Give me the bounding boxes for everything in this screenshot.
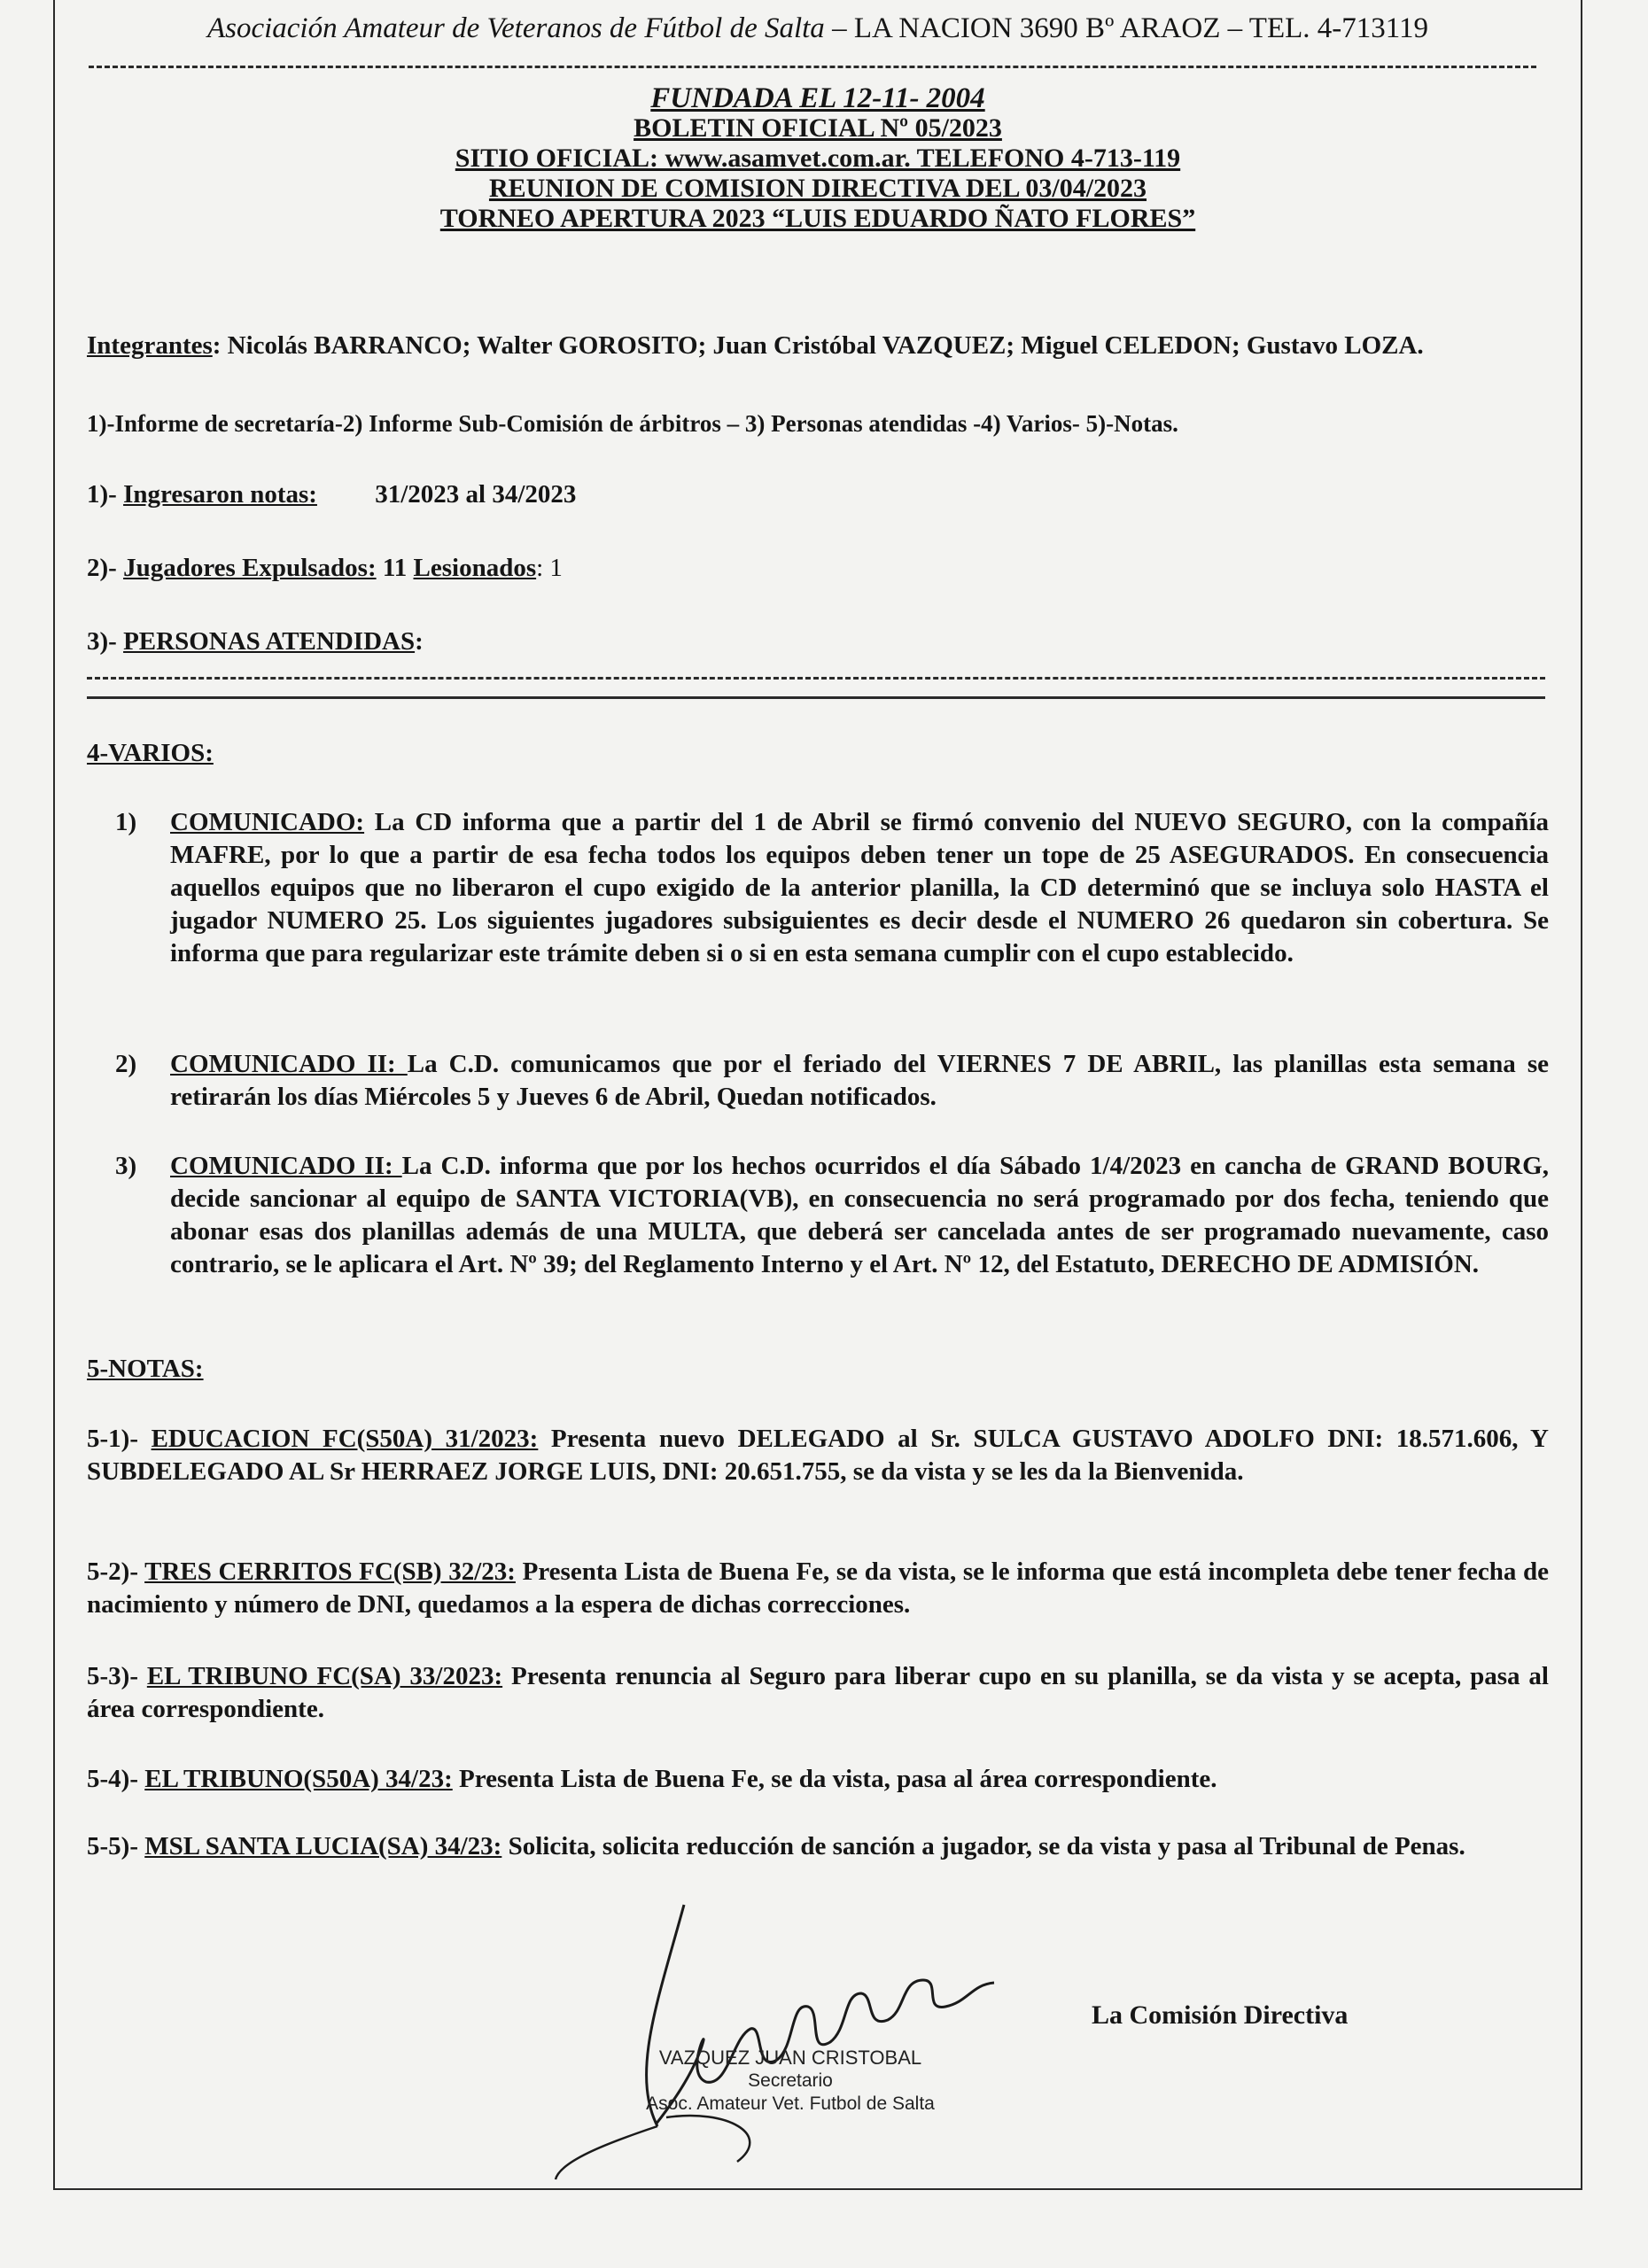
varios-item-3-label: COMUNICADO II: (170, 1152, 402, 1180)
title-block (55, 83, 1581, 234)
agenda-line: 1)-Informe de secretaría-2) Informe Sub-Comisión de árbitros – 3) Personas atendidas -4) Varios- 5)-Notas. (87, 410, 1178, 437)
nota-5-number: 5-5)- (87, 1832, 145, 1860)
varios-item-3-text: La C.D. informa que por los hechos ocurridos el día Sábado 1/4/2023 en cancha de GRAND BOURG, decide sancionar al equipo de SANTA VICTORIA(VB), en consecuencia no será programado por dos fecha, teniendo que abonar esas dos planillas además de una MULTA, que deberá ser cancelada antes de ser programado nuevamente, caso contrario, se le aplicara el Art. Nº 39; del Reglamento Interno y el Art. Nº 12, del Estatuto, DERECHO DE ADMISIÓN. (170, 1152, 1549, 1278)
varios-item-3-number: 3) (115, 1152, 137, 1180)
varios-item-2-number: 2) (115, 1050, 137, 1078)
section-2 (87, 552, 1549, 585)
nota-2 (87, 1556, 1549, 1621)
nota-3-number: 5-3)- (87, 1662, 147, 1690)
section-3 (87, 625, 1549, 658)
section-4-heading (87, 737, 1549, 770)
nota-3-text: Presenta renuncia al Seguro para liberar cupo en su planilla, se da vista y se acepta, pasa al área correspondiente. (87, 1662, 1549, 1723)
section-5-label: 5-NOTAS: (87, 1355, 204, 1383)
section-1-value: 31/2023 al 34/2023 (375, 480, 577, 509)
header-divider (89, 66, 1536, 68)
nota-4-text: Presenta Lista de Buena Fe, se da vista, pasa al área correspondiente. (452, 1765, 1217, 1793)
nota-1-text: Presenta nuevo DELEGADO al Sr. SULCA GUSTAVO ADOLFO DNI: 18.571.606, Y SUBDELEGADO AL Sr HERRAEZ JORGE LUIS, DNI: 20.651.755, se da vista y se les da la Bienvenida. (87, 1425, 1549, 1486)
section-4-label: 4-VARIOS: (87, 739, 214, 767)
varios-item-2-label: COMUNICADO II: (170, 1050, 408, 1078)
stamp-role: Secretario (748, 2070, 833, 2091)
nota-2-text: Presenta Lista de Buena Fe, se da vista, se le informa que está incompleta debe tener fecha de nacimiento y número de DNI, quedamos a la espera de dichas correcciones. (87, 1557, 1549, 1619)
varios-item-1-number: 1) (115, 808, 137, 836)
meeting-title: REUNION DE COMISION DIRECTIVA DEL 03/04/2023 (488, 174, 1147, 203)
section-2-number: 2)- (87, 554, 124, 582)
nota-5-text: Solicita, solicita reducción de sanción a jugador, se da vista y pasa al Tribunal de Penas. (501, 1832, 1465, 1860)
stamp-name: VAZQUEZ JUAN CRISTOBAL (658, 2047, 922, 2069)
varios-item-2 (115, 1048, 1549, 1114)
bulletin-number: BOLETIN OFICIAL Nº 05/2023 (634, 113, 1002, 143)
nota-2-number: 5-2)- (87, 1557, 145, 1586)
secretary-stamp (604, 2047, 976, 2116)
tournament-title: TORNEO APERTURA 2023 “LUIS EDUARDO ÑATO FLORES” (439, 204, 1196, 233)
varios-item-2-text: La C.D. comunicamos que por el feriado del VIERNES 7 DE ABRIL, las planillas esta semana se retirarán los días Miércoles 5 y Jueves 6 de Abril, Quedan notificados. (170, 1050, 1549, 1111)
nota-1 (87, 1423, 1549, 1488)
members-paragraph (87, 330, 1549, 362)
section-divider (87, 677, 1545, 680)
members-label: Integrantes (87, 331, 213, 360)
nota-4-label: EL TRIBUNO(S50A) 34/23: (144, 1765, 453, 1793)
section-2-value2: : 1 (536, 554, 563, 582)
directive-commission: La Comisión Directiva (1092, 2000, 1349, 2030)
nota-5-label: MSL SANTA LUCIA(SA) 34/23: (144, 1832, 502, 1860)
stamp-org: Asoc. Amateur Vet. Futbol de Salta (646, 2093, 935, 2114)
section-3-number: 3)- (87, 627, 124, 656)
nota-5 (87, 1830, 1549, 1863)
nota-1-number: 5-1)- (87, 1425, 152, 1453)
nota-1-label: EDUCACION FC(S50A) 31/2023: (151, 1425, 539, 1453)
varios-item-1-text: La CD informa que a partir del 1 de Abril se firmó convenio del NUEVO SEGURO, con la compañía MAFRE, por lo que a partir de esa fecha todos los equipos deben tener un tope de 25 ASEGURADOS. En consecuencia aquellos equipos que no liberaron el cupo exigido de la anterior planilla, la CD determinó que se incluya solo HASTA el jugador NUMERO 25. Los siguientes jugadores subsiguientes es decir desde el NUMERO 26 quedaron sin cobertura. Se informa que para regularizar este trámite deben si o si en esta semana cumplir con el cupo establecido. (170, 808, 1549, 967)
section-divider-solid (87, 696, 1545, 699)
section-1-label: Ingresaron notas: (123, 480, 317, 509)
section-2-label2: Lesionados (413, 554, 537, 582)
official-site: SITIO OFICIAL: www.asamvet.com.ar. TELEFONO 4-713-119 (455, 144, 1181, 173)
varios-item-3 (115, 1150, 1549, 1281)
varios-item-1 (115, 806, 1549, 970)
section-2-label: Jugadores Expulsados: (123, 554, 377, 582)
section-5-heading (87, 1353, 1549, 1386)
varios-item-1-label: COMUNICADO: (170, 808, 365, 836)
nota-2-label: TRES CERRITOS FC(SB) 32/23: (144, 1557, 516, 1586)
section-3-label: PERSONAS ATENDIDAS (123, 627, 416, 656)
founded-date: FUNDADA EL 12-11- 2004 (650, 82, 985, 114)
section-1 (87, 478, 1549, 511)
members-list: : Nicolás BARRANCO; Walter GOROSITO; Juan Cristóbal VAZQUEZ; Miguel CELEDON; Gustavo LOZA. (212, 331, 1424, 360)
nota-3 (87, 1660, 1549, 1726)
section-2-value: 11 (376, 554, 414, 582)
association-name: Asociación Amateur de Veteranos de Fútbol de Salta (206, 12, 825, 44)
nota-3-label: EL TRIBUNO FC(SA) 33/2023: (146, 1662, 503, 1690)
nota-4 (87, 1763, 1549, 1796)
handwritten-signature (551, 1896, 1118, 2188)
section-1-number: 1)- (87, 480, 124, 509)
association-address: – LA NACION 3690 Bº ARAOZ – TEL. 4-713119 (824, 12, 1429, 44)
nota-4-number: 5-4)- (87, 1765, 145, 1793)
section-3-colon: : (415, 627, 424, 656)
letterhead (55, 12, 1581, 45)
document-page (53, 0, 1582, 2190)
